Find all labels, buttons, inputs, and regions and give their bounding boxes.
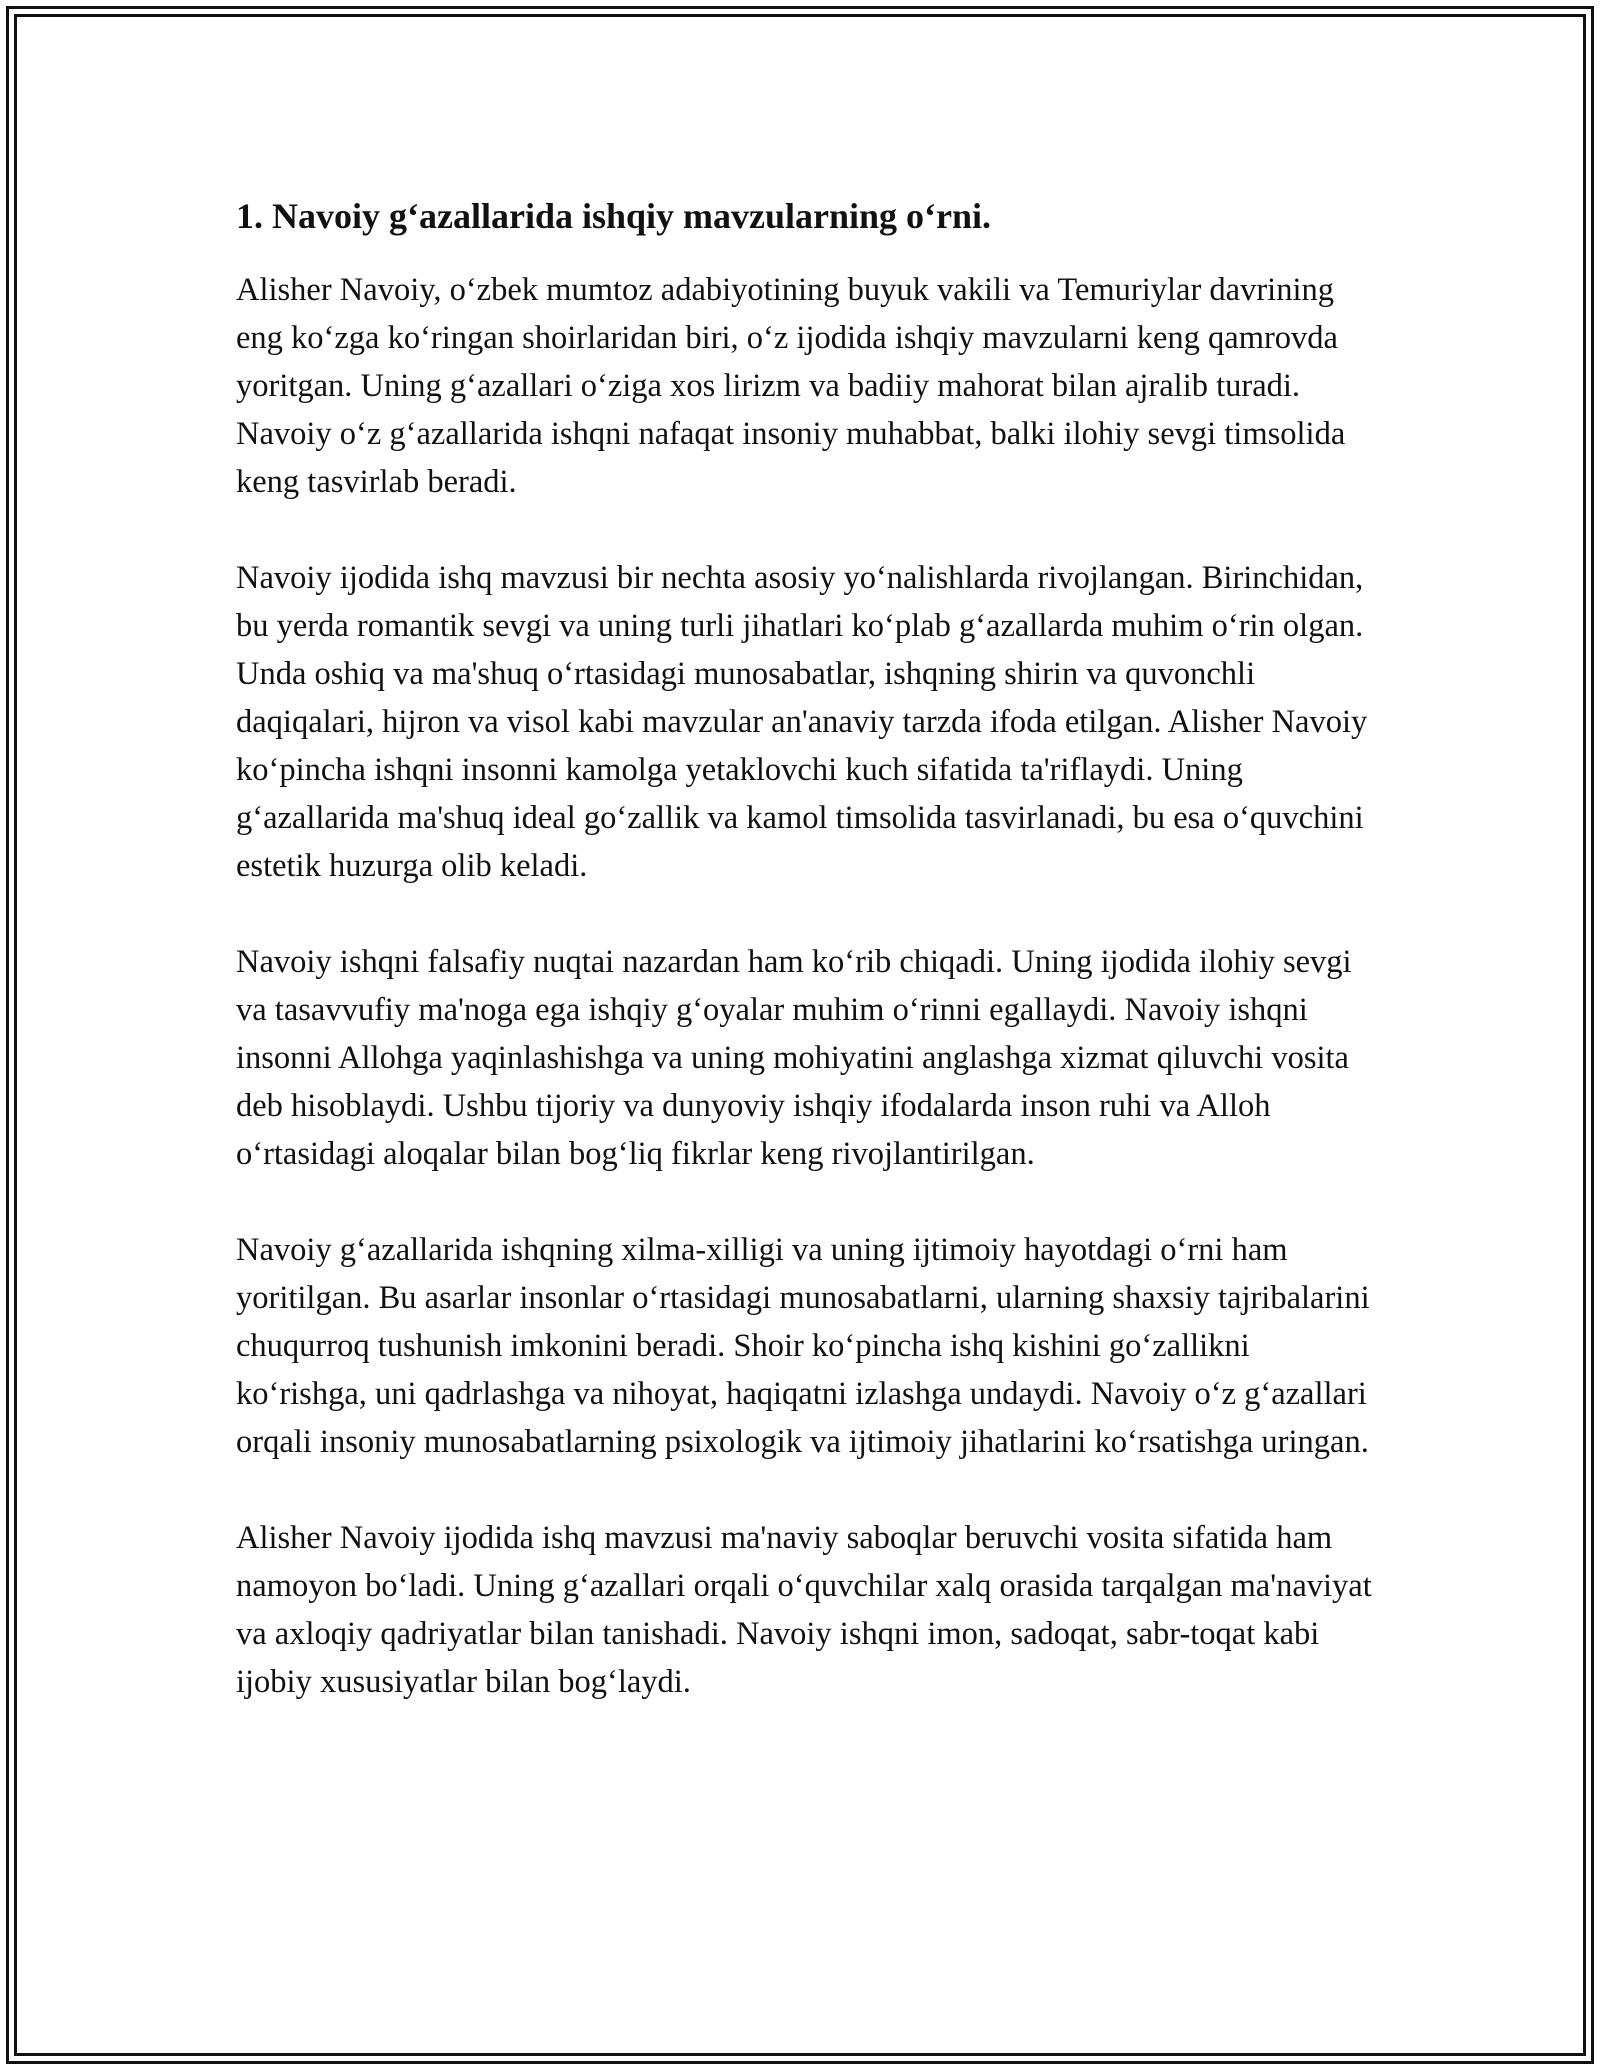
document-body — [236, 190, 1386, 1754]
paragraph-5: Alisher Navoiy ijodida ishq mavzusi ma'naviy saboqlar beruvchi vosita sifatida ham namoyon bo‘ladi. Uning g‘azallari orqali o‘quvchilar xalq orasida tarqalgan ma'naviyat va axloqiy qadriyatlar bilan tanishadi. Navoiy ishqni imon, sadoqat, sabr-toqat kabi ijobiy xususiyatlar bilan bog‘laydi. — [236, 1520, 1372, 1700]
section-heading: 1. Navoiy g‘azallarida ishqiy mavzularning o‘rni. — [236, 196, 992, 236]
paragraph-3: Navoiy ishqni falsafiy nuqtai nazardan ham ko‘rib chiqadi. Uning ijodida ilohiy sevgi va tasavvufiy ma'noga ega ishqiy g‘oyalar muhim o‘rinni egallaydi. Navoiy ishqni insonni Allohga yaqinlashishga va uning mohiyatini anglashga xizmat qiluvchi vosita deb hisoblaydi. Ushbu tijoriy va dunyoviy ishqiy ifodalarda inson ruhi va Alloh o‘rtasidagi aloqalar bilan bog‘liq fikrlar keng rivojlantirilgan. — [236, 944, 1352, 1172]
paragraph-4: Navoiy g‘azallarida ishqning xilma-xilligi va uning ijtimoiy hayotdagi o‘rni ham yoritilgan. Bu asarlar insonlar o‘rtasidagi munosabatlarni, ularning shaxsiy tajribalarini chuqurroq tushunish imkonini beradi. Shoir ko‘pincha ishq kishini go‘zallikni ko‘rishga, uni qadrlashga va nihoyat, haqiqatni izlashga undaydi. Navoiy o‘z g‘azallari orqali insoniy munosabatlarning psixologik va ijtimoiy jihatlarini ko‘rsatishga uringan. — [236, 1232, 1370, 1460]
paragraph-1: Alisher Navoiy, o‘zbek mumtoz adabiyotining buyuk vakili va Temuriylar davrining eng ko‘zga ko‘ringan shoirlaridan biri, o‘z ijodida ishqiy mavzularni keng qamrovda yoritgan. Uning g‘azallari o‘ziga xos lirizm va badiiy mahorat bilan ajralib turadi. Navoiy o‘z g‘azallarida ishqni nafaqat insoniy muhabbat, balki ilohiy sevgi timsolida keng tasvirlab beradi. — [236, 272, 1346, 500]
paragraph-2: Navoiy ijodida ishq mavzusi bir nechta asosiy yo‘nalishlarda rivojlangan. Birinchidan, bu yerda romantik sevgi va uning turli jihatlari ko‘plab g‘azallarda muhim o‘rin olgan. Unda oshiq va ma'shuq o‘rtasidagi munosabatlar, ishqning shirin va quvonchli daqiqalari, hijron va visol kabi mavzular an'anaviy tarzda ifoda etilgan. Alisher Navoiy ko‘pincha ishqni insonni kamolga yetaklovchi kuch sifatida ta'riflaydi. Uning g‘azallarida ma'shuq ideal go‘zallik va kamol timsolida tasvirlanadi, bu esa o‘quvchini estetik huzurga olib keladi. — [236, 560, 1368, 884]
